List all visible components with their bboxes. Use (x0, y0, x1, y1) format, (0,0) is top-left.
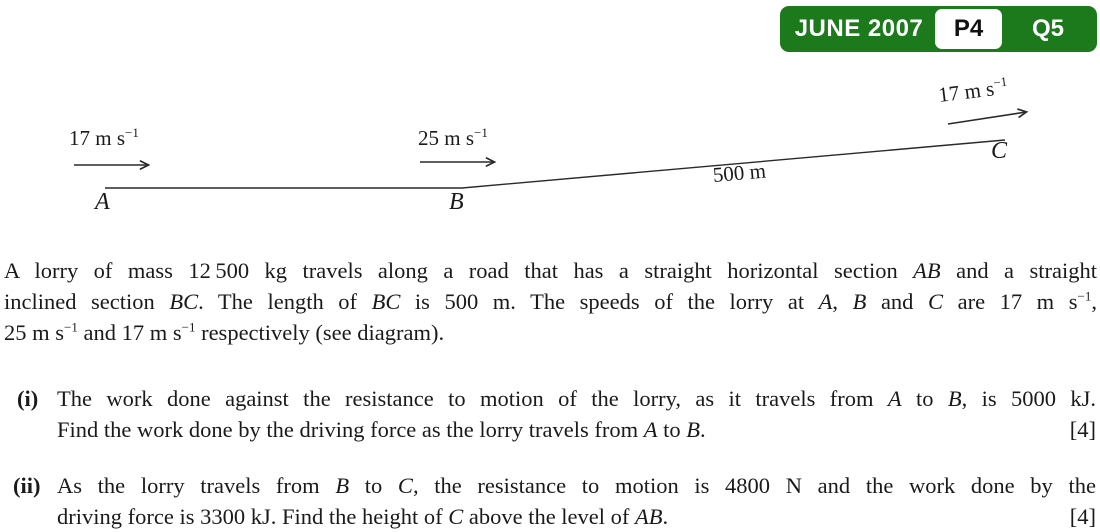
part-ii-marks: [4] (1069, 504, 1096, 529)
point-label-A: A (95, 189, 110, 215)
problem-intro (4, 255, 1097, 348)
distance-label-BC: 500 m (711, 158, 767, 188)
road-diagram (0, 0, 1100, 240)
part-ii (13, 470, 1096, 532)
badge-question-label: Q5 (1031, 15, 1064, 42)
intro-line-3: 25 m $s^{-1}$ and 17 m $s^{-1}$ respectively (see diagram). (4, 319, 445, 345)
badge-session-label: JUNE 2007 (794, 15, 924, 42)
point-label-C: C (991, 138, 1008, 164)
part-i-line-2 (57, 414, 1096, 445)
intro-line-1: A lorry of mass 12 500 kg travels along a road that has a straight horizontal section AB and a straight (4, 258, 1097, 283)
point-label-B: B (449, 189, 464, 215)
part-i-line-2-text: Find the work done by the driving force as the lorry travels from A to B. (57, 417, 706, 442)
part-i-line-1: The work done against the resistance to motion of the lorry, as it travels from A to B, is 5000 kJ. (57, 386, 1096, 411)
road-path-ABC (105, 138, 1008, 188)
part-ii-line-2-text: driving force is 3300 kJ. Find the height of C above the level of AB. (57, 504, 669, 529)
speed-label-A: 17 m $s^{-1}$ (69, 125, 139, 150)
speed-label-B: 25 m $s^{-1}$ (418, 125, 488, 150)
part-i (17, 383, 1096, 445)
part-ii-line-2 (57, 501, 1096, 532)
part-ii-label: (ii) (13, 473, 41, 498)
part-i-label: (i) (17, 386, 39, 411)
velocity-arrow-C (948, 112, 1026, 124)
intro-line-2: inclined section BC. The length of BC is 500 m. The speeds of the lorry at A, B and C are 17 m $s^{-1}$, (4, 288, 1097, 314)
speed-label-C: 17 m $s^{-1}$ (936, 73, 1008, 108)
badge-paper-label: P4 (935, 9, 1002, 49)
part-i-marks: [4] (1069, 417, 1096, 442)
part-ii-line-1: As the lorry travels from B to C, the resistance to motion is 4800 N and the work done by the (57, 473, 1096, 498)
